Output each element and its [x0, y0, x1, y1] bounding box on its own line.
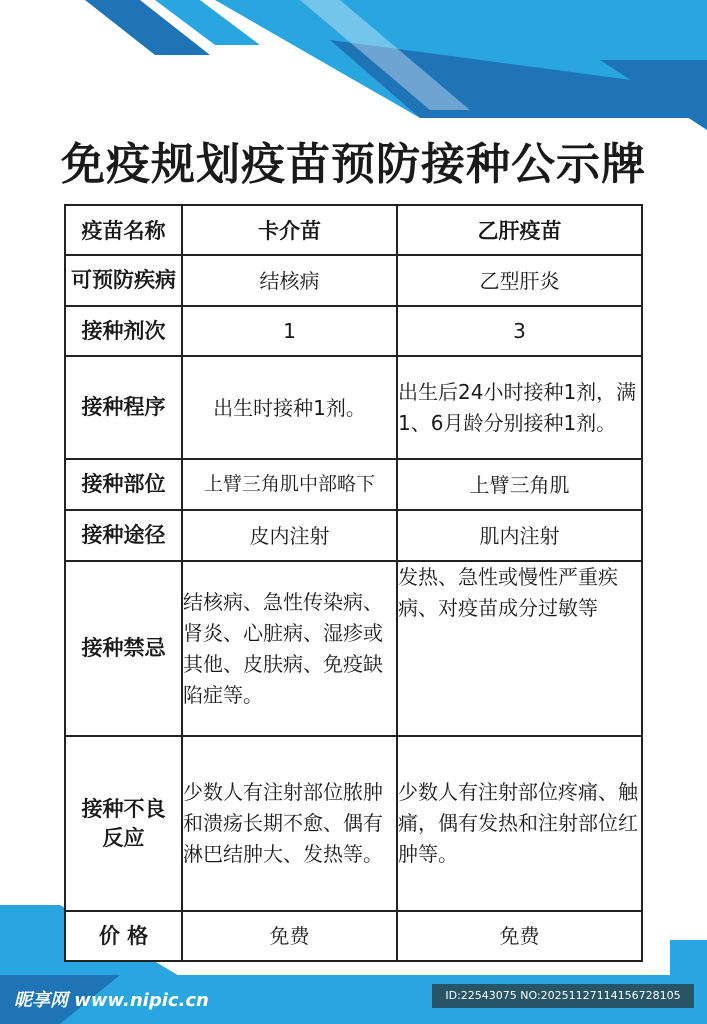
row-label: 接种程序 [65, 356, 182, 459]
hepb-cell: 少数人有注射部位疼痛、触痛，偶有发热和注射部位红肿等。 [397, 736, 642, 911]
table-row [65, 306, 642, 356]
bcg-cell: 1 [182, 306, 397, 356]
bcg-cell: 皮内注射 [182, 510, 397, 561]
row-label: 接种剂次 [65, 306, 182, 356]
header-label-cell: 疫苗名称 [65, 205, 182, 255]
hepb-cell: 出生后24小时接种1剂，满1、6月龄分别接种1剂。 [397, 356, 642, 459]
hepb-cell: 3 [397, 306, 642, 356]
table-row [65, 356, 642, 459]
table-header-row [65, 205, 642, 255]
image-id-tag: ID:22543075 NO:20251127114156728105 [432, 984, 694, 1008]
table-row [65, 459, 642, 510]
hepb-cell: 发热、急性或慢性严重疾病、对疫苗成分过敏等 [397, 561, 642, 736]
hepb-cell: 肌内注射 [397, 510, 642, 561]
row-label: 接种不良反应 [65, 736, 182, 911]
bcg-cell: 免费 [182, 911, 397, 961]
bcg-cell: 结核病、急性传染病、肾炎、心脏病、湿疹或其他、皮肤病、免疫缺陷症等。 [182, 561, 397, 736]
table-row [65, 510, 642, 561]
table-row [65, 255, 642, 306]
bcg-cell: 少数人有注射部位脓肿和溃疡长期不愈、偶有淋巴结肿大、发热等。 [182, 736, 397, 911]
hepb-cell: 乙型肝炎 [397, 255, 642, 306]
vaccine-table [64, 204, 643, 962]
page-title: 免疫规划疫苗预防接种公示牌 [61, 139, 646, 190]
row-label: 价 格 [65, 911, 182, 961]
row-label: 接种禁忌 [65, 561, 182, 736]
bcg-cell: 上臂三角肌中部略下 [182, 459, 397, 510]
row-label: 可预防疾病 [65, 255, 182, 306]
row-label: 接种部位 [65, 459, 182, 510]
row-label: 接种途径 [65, 510, 182, 561]
bcg-cell: 结核病 [182, 255, 397, 306]
hepb-cell: 上臂三角肌 [397, 459, 642, 510]
table-row [65, 911, 642, 961]
table-row [65, 736, 642, 911]
bcg-cell: 出生时接种1剂。 [182, 356, 397, 459]
header-hepb-cell: 乙肝疫苗 [397, 205, 642, 255]
hepb-cell: 免费 [397, 911, 642, 961]
site-watermark: 昵享网 www.nipic.cn [14, 990, 209, 1011]
header-bcg-cell: 卡介苗 [182, 205, 397, 255]
table-row [65, 561, 642, 736]
